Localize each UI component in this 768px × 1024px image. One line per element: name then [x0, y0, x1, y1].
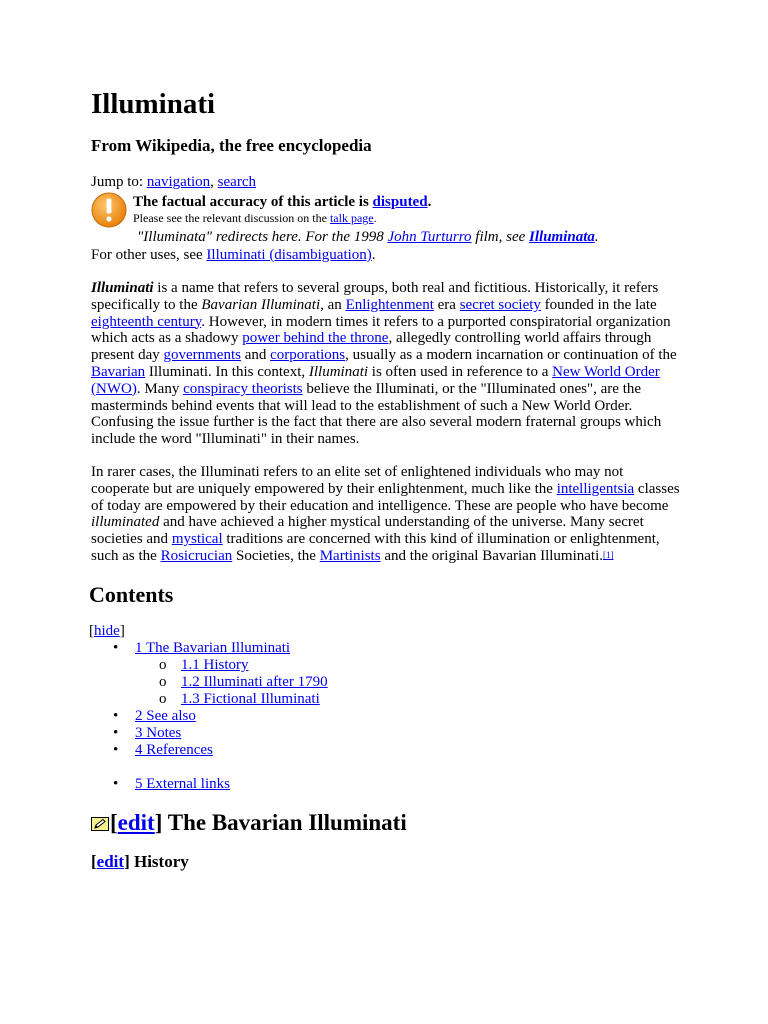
dispute-sub-period: . [373, 211, 377, 225]
hatnote-redirect-text: "Illuminata" redirects here. For the 1998 [137, 229, 388, 245]
footnote-ref-1[interactable]: [1] [603, 549, 614, 560]
paragraph-text: , usually as a modern incarnation or continuation of the [345, 347, 677, 364]
toc-list [91, 776, 681, 793]
bullet-icon: • [113, 639, 119, 656]
paragraph-text: , an [320, 296, 346, 313]
corporations-link[interactable]: corporations [270, 347, 346, 364]
hatnote-other-uses [91, 246, 681, 264]
paragraph-text: Illuminati. In this context, [145, 363, 309, 380]
paragraph-text: believe the Illuminati, or the "Illuminated ones", are the masterminds behind events that will lead to the establishment of such a New World Order. Confusing the issue further is the fact that there are also several modern fraternal groups which include the word "Illuminati" in their names. [91, 380, 662, 448]
toc-link-fictional[interactable]: 1.3 Fictional Illuminati [181, 690, 320, 707]
paragraph-text: . Many [136, 380, 184, 397]
mystical-link[interactable]: mystical [171, 531, 223, 548]
john-turturro-link[interactable]: John Turturro [387, 229, 472, 245]
paragraph-text: is often used in reference to a [368, 363, 553, 380]
navigation-link[interactable]: navigation [146, 174, 211, 190]
toc-link-bavarian-illuminati[interactable]: 1 The Bavarian Illuminati [135, 639, 291, 656]
disambiguation-link[interactable]: Illuminati (disambiguation) [206, 247, 372, 263]
toc-item [91, 725, 681, 742]
toc-link-after-1790[interactable]: 1.2 Illuminati after 1790 [181, 673, 328, 690]
toc-link-see-also[interactable]: 2 See also [135, 707, 196, 724]
toc-spacer [91, 759, 681, 776]
hatnote-other-end: . [371, 247, 376, 263]
enlightenment-link[interactable]: Enlightenment [345, 296, 434, 313]
rosicrucian-link[interactable]: Rosicrucian [160, 547, 233, 564]
dispute-text: The factual accuracy of this article is [133, 194, 373, 210]
hide-toc-link[interactable]: hide [94, 622, 120, 639]
paragraph-text: founded in the late [540, 296, 657, 313]
new-world-order-link[interactable]: New World Order (NWO) [91, 363, 660, 397]
bracket: ] [119, 622, 125, 639]
hatnote-redirect [91, 228, 681, 246]
hatnote-redirect-middle: film, see [471, 229, 530, 245]
page-subtitle: From Wikipedia, the free encyclopedia [91, 136, 372, 155]
paragraph-text: traditions are concerned with this kind of illumination or enlightenment, such as the [91, 531, 660, 564]
section-edit-link[interactable]: edit [117, 809, 155, 835]
toc-sublist [91, 657, 681, 708]
subsection-title: History [129, 851, 189, 871]
dispute-sub-text: Please see the relevant discussion on the [133, 211, 330, 225]
dispute-notice [91, 192, 681, 226]
jump-to-label: Jump to: [91, 174, 147, 190]
subsection-edit-link[interactable]: edit [96, 851, 125, 871]
paragraph-text: era [433, 296, 460, 313]
toc-item [91, 674, 681, 691]
paragraph-text: and [240, 347, 271, 364]
bracket: [ [89, 622, 94, 639]
dispute-period: . [427, 194, 432, 210]
bracket: [ [91, 851, 97, 871]
toc-item [91, 640, 681, 657]
bullet-icon: • [113, 707, 119, 724]
paragraph-text: and have achieved a higher mystical understanding of the universe. Many secret societies and [91, 514, 644, 548]
paragraph-text: . However, in modern times it refers to a purported conspiratorial organization which acts as a shadowy [91, 313, 671, 347]
toc-list [91, 708, 681, 759]
paragraph-italic: Illuminati [308, 363, 369, 380]
talk-page-link[interactable]: talk page [329, 211, 374, 225]
martinists-link[interactable]: Martinists [319, 547, 381, 564]
search-link[interactable]: search [217, 174, 256, 190]
subsection-heading-history [91, 851, 681, 873]
toc-list [91, 640, 681, 657]
jump-separator: , [210, 174, 218, 190]
bullet-icon: • [113, 741, 119, 758]
toc-link-external-links[interactable]: 5 External links [135, 775, 230, 792]
secret-society-link[interactable]: secret society [459, 296, 541, 313]
paragraph-text: In rarer cases, the Illuminati refers to an elite set of enlightened individuals who may not cooperate but are uniquely empowered by their enlightenment, much like the [91, 463, 624, 497]
governments-link[interactable]: governments [163, 347, 241, 364]
article [91, 86, 681, 873]
section-heading-bavarian-illuminati [91, 809, 681, 837]
hatnote-other-text: For other uses, see [91, 247, 207, 263]
eighteenth-century-link[interactable]: eighteenth century [91, 313, 202, 330]
toc-item [91, 708, 681, 725]
toc-link-history[interactable]: 1.1 History [181, 656, 249, 673]
toc-link-references[interactable]: 4 References [135, 741, 213, 758]
edit-pencil-icon[interactable] [91, 817, 109, 831]
paragraph-text: classes of today are empowered by their education and intelligence. These are people who have become [91, 480, 680, 514]
bullet-icon: • [113, 724, 119, 741]
disputed-link[interactable]: disputed [372, 194, 428, 210]
circle-bullet-icon: o [159, 656, 167, 673]
table-of-contents [91, 623, 681, 793]
circle-bullet-icon: o [159, 690, 167, 707]
intelligentsia-link[interactable]: intelligentsia [556, 480, 635, 497]
paragraph-italic: illuminated [91, 514, 160, 531]
paragraph-text: and the original Bavarian Illuminati. [380, 547, 603, 564]
dispute-message [133, 193, 431, 211]
paragraph-italic: Bavarian Illuminati [201, 296, 321, 313]
bracket: ] [124, 851, 130, 871]
intro-paragraph [91, 280, 681, 448]
toc-hide-toggle [89, 623, 681, 640]
page-title: Illuminati [91, 88, 216, 120]
bracket: [ [110, 809, 118, 835]
illuminata-link[interactable]: Illuminata [529, 229, 595, 245]
dispute-subtext [133, 211, 377, 225]
toc-link-notes[interactable]: 3 Notes [135, 724, 182, 741]
toc-item [91, 776, 681, 793]
second-paragraph [91, 464, 681, 565]
paragraph-text: is a name that refers to several groups, both real and fictitious. Historically, it refers specifically to the [91, 280, 659, 313]
toc-item [91, 742, 681, 759]
bavarian-link[interactable]: Bavarian [91, 363, 146, 380]
paragraph-text: Societies, the [232, 547, 320, 564]
conspiracy-theorists-link[interactable]: conspiracy theorists [183, 380, 303, 397]
bracket: ] [154, 809, 163, 835]
circle-bullet-icon: o [159, 673, 167, 690]
paragraph-text: , allegedly controlling world affairs through present day [91, 330, 652, 364]
warning-icon [91, 192, 127, 228]
section-title: The Bavarian Illuminati [162, 809, 407, 835]
toc-item [91, 657, 681, 674]
toc-item [91, 691, 681, 708]
power-behind-throne-link[interactable]: power behind the throne [242, 330, 389, 347]
jump-to-bar [91, 172, 681, 192]
hatnote-redirect-end: . [594, 229, 599, 245]
contents-heading: Contents [89, 581, 174, 607]
bullet-icon: • [113, 775, 119, 792]
lead-term: Illuminati [91, 280, 154, 296]
